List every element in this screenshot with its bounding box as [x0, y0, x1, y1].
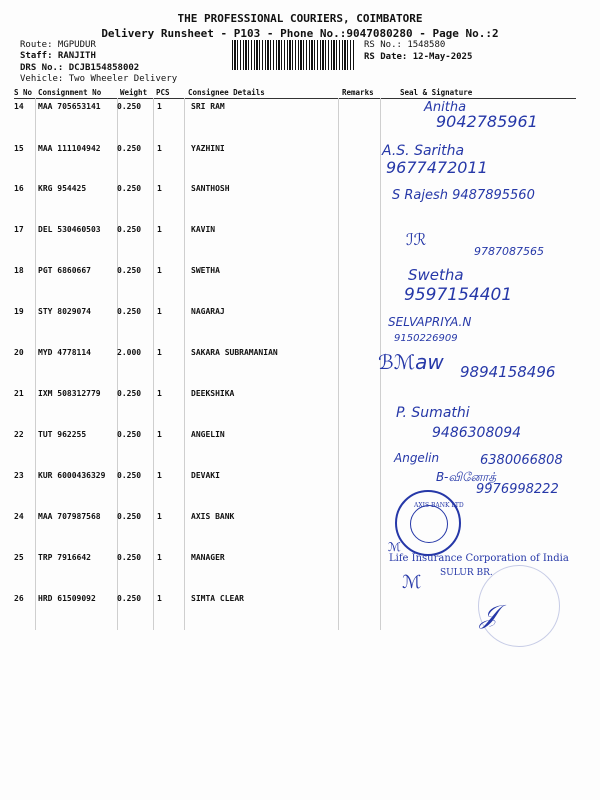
- sig-19-phone: 9150226909: [394, 333, 458, 344]
- sig-17-phone: 9787087565: [474, 245, 544, 258]
- col-seal: Seal & Signature: [400, 88, 473, 97]
- row-weight: 0.250: [117, 430, 142, 439]
- sig-24-name: B-வினோத்: [436, 470, 497, 484]
- row-pcs: 1: [157, 512, 162, 521]
- row-sno: 22: [14, 430, 24, 439]
- barcode: [232, 40, 354, 70]
- row-consignee: KAVIN: [191, 225, 216, 234]
- sig-15-name: A.S. Saritha: [382, 143, 465, 159]
- row-consignment: MAA 707987568: [38, 512, 101, 521]
- row-sno: 16: [14, 184, 24, 193]
- row-consignee: SAKARA SUBRAMANIAN: [191, 348, 278, 357]
- row-consignment: TRP 7916642: [38, 553, 91, 562]
- row-consignment: KRG 954425: [38, 184, 87, 193]
- row-sno: 15: [14, 144, 24, 153]
- row-weight: 0.250: [117, 389, 142, 398]
- row-pcs: 1: [157, 594, 162, 603]
- row-pcs: 1: [157, 307, 162, 316]
- row-sno: 24: [14, 512, 24, 521]
- sig-22-phone: 9486308094: [432, 425, 522, 441]
- row-consignment: MAA 111104942: [38, 144, 101, 153]
- row-weight: 0.250: [117, 225, 142, 234]
- rs-number: RS No.: 1548580: [364, 40, 446, 50]
- row-pcs: 1: [157, 225, 162, 234]
- row-consignment: MAA 705653141: [38, 102, 101, 111]
- row-consignment: KUR 6000436329: [38, 471, 106, 480]
- table-row: [14, 266, 554, 278]
- row-consignment: TUT 962255: [38, 430, 87, 439]
- row-sno: 14: [14, 102, 24, 111]
- row-weight: 0.250: [117, 512, 142, 521]
- sig-20-phone: 9894158496: [460, 363, 556, 381]
- sig-17-mark: ℐℛ: [406, 230, 427, 249]
- row-consignee: ANGELIN: [191, 430, 225, 439]
- col-pcs: PCS: [156, 88, 170, 97]
- table-row: [14, 144, 554, 156]
- sig-18-phone: 9597154401: [404, 285, 513, 305]
- col-remarks: Remarks: [342, 88, 374, 97]
- table-row: [14, 594, 554, 606]
- table-row: [14, 225, 554, 237]
- company-title: THE PROFESSIONAL COURIERS, COIMBATORE: [177, 12, 423, 25]
- row-consignment: STY 8029074: [38, 307, 91, 316]
- col-consignee: Consignee Details: [188, 88, 265, 97]
- row-pcs: 1: [157, 471, 162, 480]
- row-consignment: HRD 61509092: [38, 594, 96, 603]
- col-consignment: Consignment No: [38, 88, 102, 97]
- row-pcs: 1: [157, 184, 162, 193]
- row-weight: 0.250: [117, 307, 142, 316]
- row-consignment: IXM 508312779: [38, 389, 101, 398]
- sig-25-mark: ℳ: [402, 572, 422, 593]
- row-consignment: PGT 6860667: [38, 266, 91, 275]
- row-sno: 26: [14, 594, 24, 603]
- row-sno: 21: [14, 389, 24, 398]
- row-weight: 2.000: [117, 348, 142, 357]
- sig-24-phone: 9976998222: [476, 482, 559, 497]
- column-divider: [35, 98, 36, 630]
- row-sno: 18: [14, 266, 24, 275]
- row-consignee: NAGARAJ: [191, 307, 225, 316]
- sig-26-mark: 𝒥: [480, 600, 498, 630]
- drs-number: DRS No.: DCJB154858002: [20, 63, 140, 73]
- row-weight: 0.250: [117, 553, 142, 562]
- row-pcs: 1: [157, 553, 162, 562]
- column-divider: [338, 98, 339, 630]
- row-consignee: YAZHINI: [191, 144, 225, 153]
- header-rule: [14, 98, 576, 99]
- lic-branch-text: SULUR BR.: [440, 568, 493, 578]
- row-weight: 0.250: [117, 144, 142, 153]
- row-consignee: SANTHOSH: [191, 184, 230, 193]
- row-consignee: MANAGER: [191, 553, 225, 562]
- lic-stamp-text: Life Insurance Corporation of India: [389, 553, 569, 564]
- axis-bank-stamp: [395, 490, 461, 556]
- column-divider: [153, 98, 154, 630]
- column-divider: [184, 98, 185, 630]
- sig-16: S Rajesh 9487895560: [392, 188, 535, 203]
- row-sno: 17: [14, 225, 24, 234]
- column-divider: [117, 98, 118, 630]
- row-sno: 20: [14, 348, 24, 357]
- row-consignment: MYD 4778114: [38, 348, 91, 357]
- sig-20-mark: ℬℳaw: [378, 350, 444, 374]
- table-row: [14, 389, 554, 401]
- table-row: [14, 348, 554, 360]
- row-consignment: DEL 530460503: [38, 225, 101, 234]
- sig-15-phone: 9677472011: [386, 158, 488, 177]
- row-pcs: 1: [157, 430, 162, 439]
- row-consignee: DEVAKI: [191, 471, 220, 480]
- col-sno: S No: [14, 88, 33, 97]
- row-sno: 25: [14, 553, 24, 562]
- row-sno: 19: [14, 307, 24, 316]
- row-consignee: SWETHA: [191, 266, 220, 275]
- row-pcs: 1: [157, 389, 162, 398]
- row-sno: 23: [14, 471, 24, 480]
- row-consignee: DEEKSHIKA: [191, 389, 235, 398]
- row-consignee: AXIS BANK: [191, 512, 235, 521]
- sig-18-name: Swetha: [408, 266, 464, 284]
- staff: Staff: RANJITH: [20, 51, 96, 61]
- sig-24-mark: ℳ: [388, 540, 401, 554]
- row-weight: 0.250: [117, 594, 142, 603]
- row-pcs: 1: [157, 102, 162, 111]
- sig-14-phone: 9042785961: [436, 112, 538, 131]
- row-weight: 0.250: [117, 102, 142, 111]
- table-row: [14, 512, 554, 524]
- row-weight: 0.250: [117, 184, 142, 193]
- table-row: [14, 307, 554, 319]
- col-weight: Weight: [120, 88, 148, 97]
- sig-23-name: Angelin: [394, 451, 440, 465]
- sig-22-name: P. Sumathi: [396, 405, 470, 421]
- sig-14-name: Anitha: [424, 100, 467, 115]
- vehicle: Vehicle: Two Wheeler Delivery: [20, 74, 178, 84]
- axis-bank-stamp-text: AXIS BANK LTD: [414, 502, 464, 509]
- row-pcs: 1: [157, 266, 162, 275]
- route: Route: MGPUDUR: [20, 40, 96, 50]
- rs-date: RS Date: 12-May-2025: [364, 52, 473, 62]
- sig-23-phone: 6380066808: [480, 453, 563, 468]
- row-pcs: 1: [157, 144, 162, 153]
- sig-19-name: SELVAPRIYA.N: [388, 315, 472, 329]
- row-weight: 0.250: [117, 471, 142, 480]
- row-consignee: SRI RAM: [191, 102, 225, 111]
- row-pcs: 1: [157, 348, 162, 357]
- row-weight: 0.250: [117, 266, 142, 275]
- runsheet-title: Delivery Runsheet - P103 - Phone No.:9047080280 - Page No.:2: [101, 27, 499, 40]
- row-consignee: SIMTA CLEAR: [191, 594, 244, 603]
